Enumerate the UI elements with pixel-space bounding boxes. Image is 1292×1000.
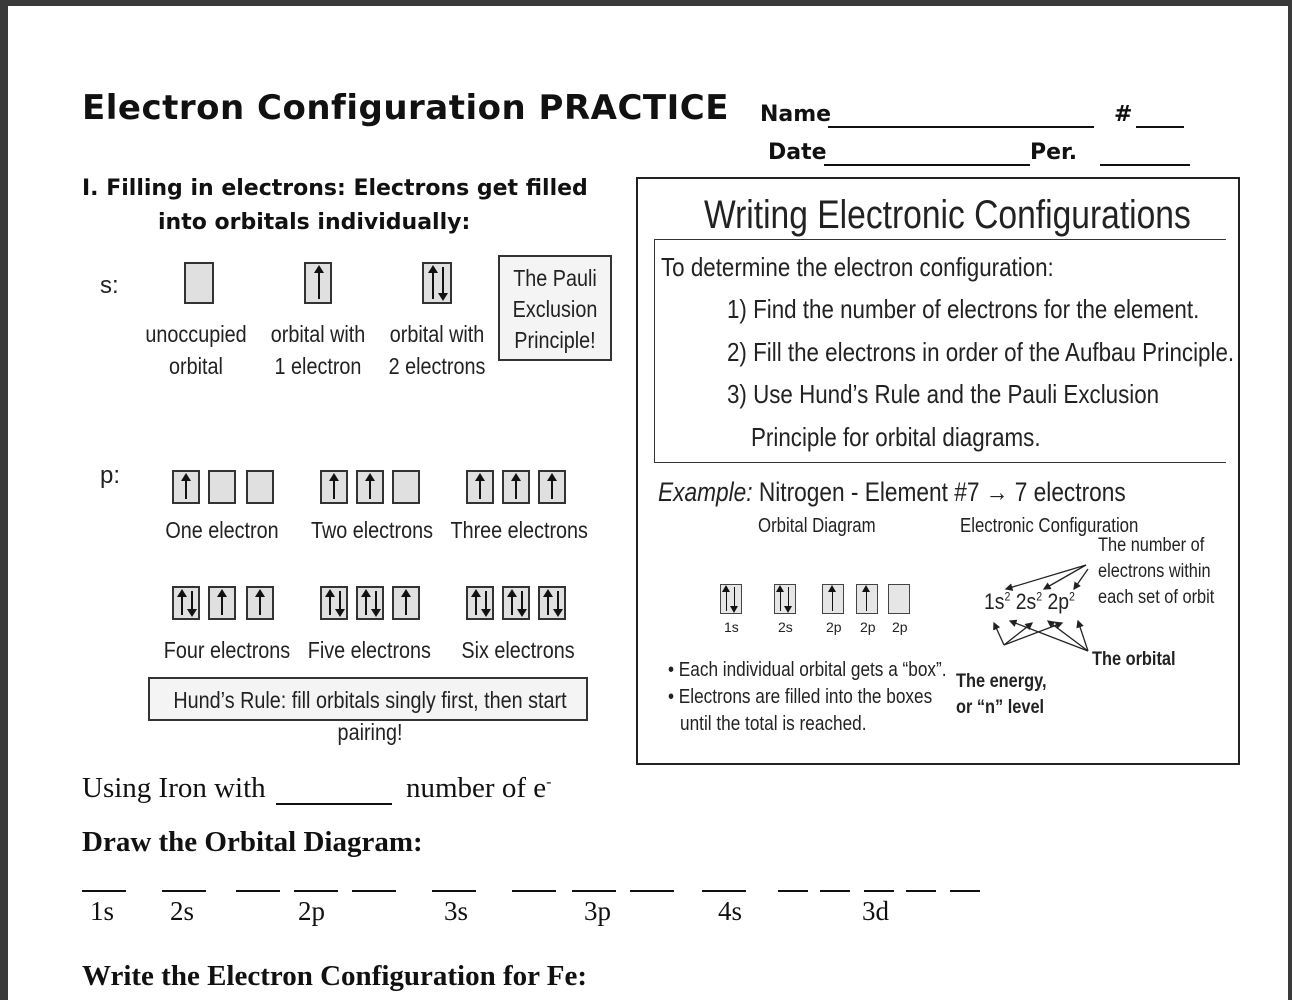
n-2p-box bbox=[822, 584, 844, 614]
orbital-blank-3d[interactable] bbox=[864, 890, 894, 892]
p-label: p: bbox=[100, 462, 121, 489]
p-orbital-box bbox=[392, 470, 420, 504]
n-2p-box bbox=[856, 584, 878, 614]
page-title: Electron Configuration PRACTICE bbox=[82, 88, 729, 128]
period-field[interactable] bbox=[1100, 164, 1190, 166]
s-caption-two-electrons: orbital with 2 electrons bbox=[388, 321, 486, 379]
panel-title: Writing Electronic Configurations bbox=[704, 193, 1191, 237]
nitrogen-configuration: $1s^2$ $2s^2$ $2p^2$ bbox=[984, 589, 1075, 614]
note-number-of-electrons: The number of electrons within each set of orbit bbox=[1098, 535, 1215, 608]
arrow-down-icon bbox=[442, 267, 444, 299]
orbital-blank-3s[interactable] bbox=[432, 890, 476, 892]
iron-electron-count-field[interactable] bbox=[276, 803, 392, 805]
arrow-up-icon bbox=[832, 587, 833, 611]
arrow-down-icon bbox=[485, 591, 487, 615]
orbital-label-2s: 2s bbox=[778, 619, 793, 635]
example-line: Example: Nitrogen - Element #7 → 7 electrons bbox=[658, 477, 1126, 507]
p-caption-four: Four electrons bbox=[163, 637, 291, 663]
orbital-blank-2p[interactable] bbox=[236, 890, 280, 892]
arrow-up-icon bbox=[405, 591, 407, 615]
arrow-up-icon bbox=[259, 591, 261, 615]
orbital-blank-2p[interactable] bbox=[352, 890, 396, 892]
arrow-up-icon bbox=[515, 475, 517, 499]
worksheet-page bbox=[8, 6, 1288, 1000]
arrow-up-icon bbox=[365, 591, 367, 615]
steps-box bbox=[654, 239, 1235, 463]
note-the-orbital: The orbital bbox=[1092, 649, 1176, 670]
orbital-diagram-label: Orbital Diagram bbox=[758, 515, 876, 537]
arrow-up-icon bbox=[432, 267, 434, 299]
arrow-down-icon bbox=[521, 591, 523, 615]
orbital-label-1s: 1s bbox=[724, 619, 739, 635]
sublevel-label-3d: 3d bbox=[862, 896, 889, 926]
p-orbital-box bbox=[502, 586, 530, 620]
orbital-label-2p: 2p bbox=[892, 619, 908, 635]
arrow-up-icon bbox=[780, 587, 781, 611]
p-caption-five: Five electrons bbox=[307, 637, 431, 663]
number-label: # bbox=[1114, 102, 1133, 127]
orbital-label-2p: 2p bbox=[860, 619, 876, 635]
sublevel-label-2s: 2s bbox=[170, 896, 195, 926]
orbital-blank-3p[interactable] bbox=[512, 890, 556, 892]
arrow-down-icon bbox=[557, 591, 559, 615]
step-3: 3) Use Hund’s Rule and the Pauli Exclusion bbox=[727, 379, 1160, 409]
write-configuration-heading: Write the Electron Configuration for Fe: bbox=[82, 960, 587, 992]
arrow-down-icon bbox=[191, 591, 193, 615]
p-orbital-box bbox=[356, 586, 384, 620]
orbital-blank-3d[interactable] bbox=[906, 890, 936, 892]
arrow-up-icon bbox=[333, 475, 335, 499]
pauli-principle-box: The Pauli Exclusion Principle! bbox=[498, 255, 612, 361]
p-orbital-box bbox=[538, 470, 566, 504]
arrow-up-icon bbox=[329, 591, 331, 615]
period-label: Per. bbox=[1030, 140, 1078, 165]
p-orbital-box bbox=[320, 470, 348, 504]
unoccupied-orbital-box bbox=[184, 262, 214, 304]
number-field[interactable] bbox=[1136, 126, 1184, 128]
name-label: Name bbox=[760, 102, 832, 127]
p-orbital-box bbox=[502, 470, 530, 504]
iron-prompt-start: Using Iron with bbox=[82, 772, 266, 804]
p-orbital-box bbox=[392, 586, 420, 620]
orbital-label-2p: 2p bbox=[826, 619, 842, 635]
orbital-blank-3d[interactable] bbox=[778, 890, 808, 892]
n-2p-box bbox=[888, 584, 910, 614]
orbital-blank-3p[interactable] bbox=[572, 890, 616, 892]
p-orbital-box bbox=[356, 470, 384, 504]
p-orbital-box bbox=[246, 470, 274, 504]
orbital-blank-4s[interactable] bbox=[702, 890, 746, 892]
arrow-up-icon bbox=[551, 475, 553, 499]
step-3-continued: Principle for orbital diagrams. bbox=[751, 422, 1041, 452]
orbital-blank-1s[interactable] bbox=[82, 890, 126, 892]
orbital-blank-3p[interactable] bbox=[630, 890, 674, 892]
orbital-blank-2s[interactable] bbox=[162, 890, 206, 892]
arrow-up-icon bbox=[511, 591, 513, 615]
arrow-up-icon bbox=[369, 475, 371, 499]
arrow-up-icon bbox=[866, 587, 867, 611]
arrow-up-icon bbox=[181, 591, 183, 615]
section1-heading-line1: I. Filling in electrons: Electrons get filled bbox=[82, 176, 588, 201]
p-orbital-box bbox=[538, 586, 566, 620]
electronic-configuration-label: Electronic Configuration bbox=[960, 515, 1139, 537]
one-electron-orbital-box bbox=[304, 262, 332, 304]
sublevel-label-1s: 1s bbox=[90, 896, 115, 926]
draw-orbital-heading: Draw the Orbital Diagram: bbox=[82, 826, 423, 858]
arrow-down-icon bbox=[339, 591, 341, 615]
sublevel-label-3p: 3p bbox=[584, 896, 611, 926]
arrow-up-icon bbox=[185, 475, 187, 499]
p-orbital-box bbox=[466, 586, 494, 620]
arrow-down-icon bbox=[375, 591, 377, 615]
p-orbital-box bbox=[466, 470, 494, 504]
example-bullets: • Each individual orbital gets a “box”. • Electrons are filled into the boxes until the total is reached. bbox=[668, 659, 947, 735]
p-caption-two: Two electrons bbox=[310, 517, 434, 543]
section1-heading-line2: into orbitals individually: bbox=[158, 210, 471, 235]
iron-prompt-end: number of e- bbox=[406, 772, 552, 804]
hunds-rule-box: Hund’s Rule: fill orbitals singly first, then start pairing! bbox=[148, 677, 588, 721]
p-orbital-box bbox=[246, 586, 274, 620]
step-1: 1) Find the number of electrons for the element. bbox=[727, 294, 1200, 324]
date-field[interactable] bbox=[824, 164, 1030, 166]
note-energy-level: The energy, or “n” level bbox=[956, 671, 1047, 718]
arrow-up-icon bbox=[547, 591, 549, 615]
name-field[interactable] bbox=[828, 126, 1094, 128]
p-orbital-box bbox=[208, 586, 236, 620]
steps-intro: To determine the electron configuration: bbox=[661, 252, 1054, 282]
arrow-up-icon bbox=[221, 591, 223, 615]
p-orbital-box bbox=[208, 470, 236, 504]
arrow-up-icon bbox=[479, 475, 481, 499]
p-orbital-box bbox=[172, 586, 200, 620]
arrow-up-icon bbox=[475, 591, 477, 615]
p-orbital-box bbox=[172, 470, 200, 504]
p-caption-three: Three electrons bbox=[450, 517, 588, 543]
orbital-blank-3d[interactable] bbox=[820, 890, 850, 892]
orbital-blank-3d[interactable] bbox=[950, 890, 980, 892]
arrow-up-icon bbox=[726, 587, 727, 611]
sublevel-label-2p: 2p bbox=[298, 896, 325, 926]
two-electron-orbital-box bbox=[422, 262, 452, 304]
p-caption-one: One electron bbox=[165, 517, 279, 543]
orbital-blank-2p[interactable] bbox=[294, 890, 338, 892]
date-label: Date bbox=[768, 140, 827, 165]
n-1s-box bbox=[720, 584, 742, 614]
sublevel-label-3s: 3s bbox=[444, 896, 469, 926]
s-label: s: bbox=[100, 272, 119, 299]
arrow-down-icon bbox=[734, 587, 735, 611]
sublevel-label-4s: 4s bbox=[718, 896, 743, 926]
step-2: 2) Fill the electrons in order of the Aufbau Principle. bbox=[727, 337, 1235, 367]
s-caption-unoccupied: unoccupied orbital bbox=[145, 321, 247, 379]
p-orbital-box bbox=[320, 586, 348, 620]
arrow-down-icon bbox=[788, 587, 789, 611]
n-2s-box bbox=[774, 584, 796, 614]
p-caption-six: Six electrons bbox=[461, 637, 575, 663]
arrow-up-icon bbox=[318, 267, 320, 299]
s-caption-one-electron: orbital with 1 electron bbox=[270, 321, 366, 379]
writing-configurations-panel bbox=[636, 177, 1240, 765]
